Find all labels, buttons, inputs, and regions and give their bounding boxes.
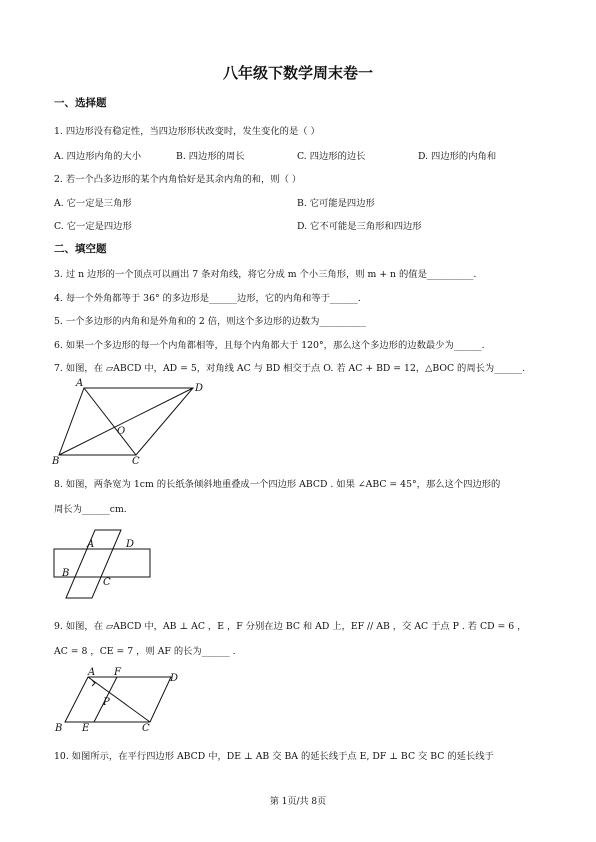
- fig7-label-o: O: [117, 426, 126, 437]
- q1-option-c: C. 四边形的边长: [297, 151, 366, 162]
- q2-option-b: B. 它可能是四边形: [297, 198, 375, 209]
- fig9-label-b: B: [55, 723, 63, 734]
- q9-line1: 9. 如图，在 ▱ABCD 中，AB ⊥ AC ，E ，F 分别在边 BC 和 AD 上，EF // AB ，交 AC 于点 P . 若 CD = 6 ，: [54, 621, 527, 632]
- fig7-label-d: D: [195, 383, 204, 394]
- q8-line2: 周长为______cm.: [54, 504, 127, 515]
- fig9-label-p: P: [103, 697, 110, 708]
- fig9-label-f: F: [114, 667, 121, 678]
- fig9-label-c: C: [142, 723, 150, 734]
- fig9-parallelogram: [65, 677, 171, 722]
- q7-text: 7. 如图，在 ▱ABCD 中，AD = 5，对角线 AC 与 BD 相交于点 O. 若 AC + BD = 12，△BOC 的周长为______.: [54, 363, 526, 374]
- q2-option-c: C. 它一定是四边形: [54, 221, 132, 232]
- q4-text: 4. 每一个外角都等于 36° 的多边形是______边形，它的内角和等于______.: [54, 293, 361, 304]
- q1-stem: 1. 四边形没有稳定性，当四边形形状改变时，发生变化的是（ ）: [54, 126, 320, 137]
- fig7-label-a: A: [76, 378, 84, 389]
- fig9-right-angle-mark: [92, 680, 95, 686]
- q1-option-b: B. 四边形的周长: [176, 151, 245, 162]
- q5-text: 5. 一个多边形的内角和是外角和的 2 倍，则这个多边形的边数为__________: [54, 316, 366, 327]
- q3-text: 3. 过 n 边形的一个顶点可以画出 7 条对角线，将它分成 m 个小三角形，则 m + n 的值是__________.: [54, 269, 477, 280]
- fig7-label-c: C: [132, 456, 140, 467]
- q2-stem: 2. 若一个凸多边形的某个内角恰好是其余内角的和，则（ ）: [54, 174, 302, 185]
- fig8-label-a: A: [87, 539, 95, 550]
- q2-option-d: D. 它不可能是三角形和四边形: [297, 221, 422, 232]
- page-title: 八年级下数学周末卷一: [222, 64, 373, 82]
- q8-line1: 8. 如图，两条宽为 1cm 的长纸条倾斜地重叠成一个四边形 ABCD . 如果 ∠ABC = 45°，那么这个四边形的: [54, 479, 501, 490]
- fig9-label-a: A: [88, 667, 96, 678]
- fig8-label-b: B: [62, 568, 70, 579]
- q6-text: 6. 如果一个多边形的每一个内角都相等，且每个内角都大于 120°，那么这个多边形的边数最少为______.: [54, 340, 485, 351]
- q10-text: 10. 如图所示，在平行四边形 ABCD 中，DE ⊥ AB 交 BA 的延长线于点 E, DF ⊥ BC 交 BC 的延长线于: [54, 751, 494, 762]
- q1-option-a: A. 四边形内角的大小: [54, 151, 141, 162]
- q1-option-d: D. 四边形的内角和: [418, 151, 497, 162]
- section-fill: 二、填空题: [54, 243, 107, 255]
- q9-line2: AC = 8 ，CE = 7 ，则 AF 的长为______ .: [54, 646, 236, 657]
- q2-option-a: A. 它一定是三角形: [54, 198, 132, 209]
- section-choice: 一、选择题: [54, 97, 107, 109]
- fig8-label-d: D: [126, 539, 135, 550]
- page-footer: 第 1页/共 8页: [269, 797, 327, 807]
- fig9-label-d: D: [170, 673, 179, 684]
- fig9-label-e: E: [82, 723, 90, 734]
- fig7-label-b: B: [52, 456, 60, 467]
- fig8-label-c: C: [103, 577, 111, 588]
